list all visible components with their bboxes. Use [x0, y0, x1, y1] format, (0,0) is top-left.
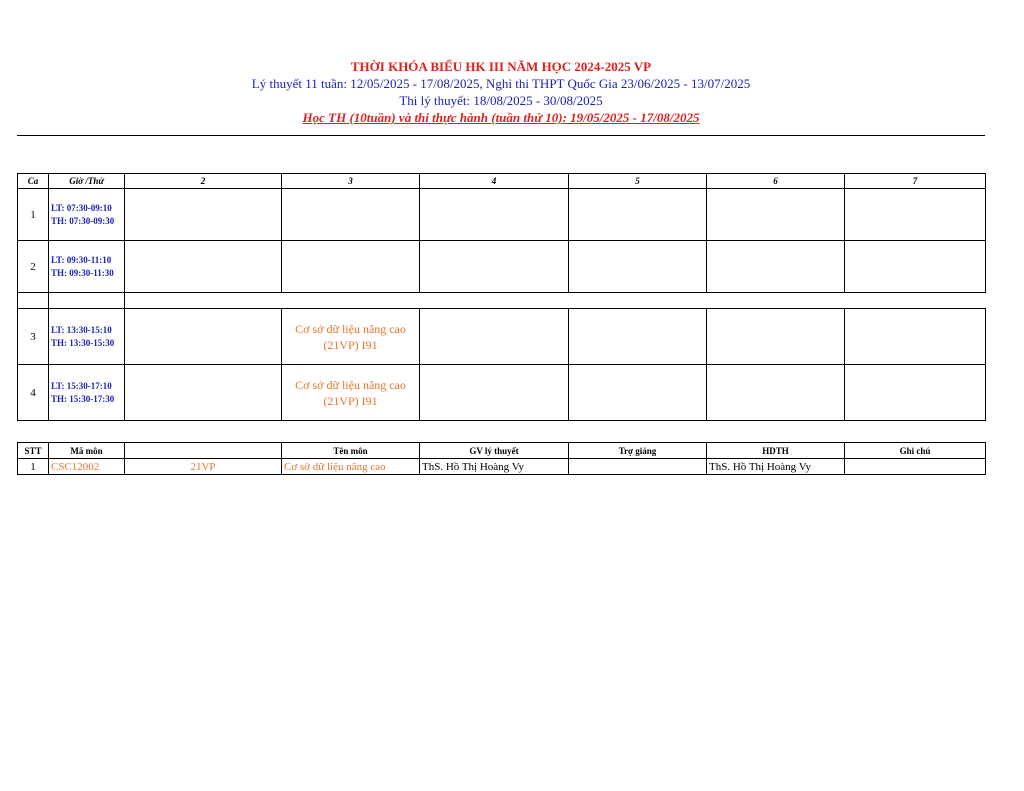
col-header-time: Giờ /Thứ: [49, 174, 125, 189]
cell-empty: [420, 189, 569, 241]
col-header-day-7: 7: [845, 174, 986, 189]
cell-empty: [707, 365, 845, 421]
col-header-day-6: 6: [707, 174, 845, 189]
course-name: Cơ sở dữ liệu nâng cao: [295, 321, 406, 336]
course-class-room: (21VP) I91: [323, 337, 378, 352]
cell-empty: [125, 309, 282, 365]
slot-time-practice: TH: 07:30-09:30: [51, 215, 115, 226]
course-info-header-row: [18, 443, 986, 459]
course-name: Cơ sở dữ liệu nâng cao: [295, 377, 406, 392]
theory-period-line: Lý thuyết 11 tuần: 12/05/2025 - 17/08/2025, Nghỉ thi THPT Quốc Gia 23/06/2025 - 13/07/2025: [251, 76, 751, 91]
cell-empty: [282, 189, 420, 241]
slot-row-3: [18, 309, 986, 365]
cell-empty: [420, 365, 569, 421]
timetable-header-row: [18, 174, 986, 189]
slot-time-practice: TH: 13:30-15:30: [51, 337, 115, 348]
slot-time-theory: LT: 15:30-17:10: [51, 380, 112, 391]
col-header-code: Mã môn: [49, 443, 125, 459]
course-name: Cơ sở dữ liệu nâng cao: [282, 459, 420, 475]
cell-empty: [420, 241, 569, 293]
slot-row-2: [18, 241, 986, 293]
course-cell: [282, 309, 420, 365]
cell-empty: [569, 189, 707, 241]
slot-time-theory: LT: 13:30-15:10: [51, 324, 112, 335]
slot-time-practice: TH: 09:30-11:30: [51, 267, 114, 278]
course-code: CSC12002: [49, 459, 125, 475]
slot-time: [49, 189, 125, 241]
col-header-day-2: 2: [125, 174, 282, 189]
slot-number: 3: [18, 309, 49, 365]
slot-number: 2: [18, 241, 49, 293]
slot-time: [49, 241, 125, 293]
timetable: [17, 173, 986, 421]
cell-empty: [845, 241, 986, 293]
cell-empty: [125, 365, 282, 421]
slot-time-theory: LT: 09:30-11:10: [51, 254, 112, 265]
cell-empty: [569, 241, 707, 293]
course-stt: 1: [18, 459, 49, 475]
cell-empty: [569, 365, 707, 421]
theory-exam-line: Thi lý thuyết: 18/08/2025 - 30/08/2025: [399, 93, 603, 108]
col-header-day-4: 4: [420, 174, 569, 189]
cell-empty: [125, 189, 282, 241]
cell-empty: [845, 309, 986, 365]
col-header-lab: HDTH: [707, 443, 845, 459]
cell-empty: [845, 189, 986, 241]
cell-empty: [282, 241, 420, 293]
cell-empty: [569, 309, 707, 365]
col-header-day-3: 3: [282, 174, 420, 189]
course-ta: [569, 459, 707, 475]
slot-time-theory: LT: 07:30-09:10: [51, 202, 112, 213]
col-header-stt: STT: [18, 443, 49, 459]
col-header-ta: Trợ giảng: [569, 443, 707, 459]
cell-empty: [420, 309, 569, 365]
slot-row-1: [18, 189, 986, 241]
slot-row-4: [18, 365, 986, 421]
slot-time: [49, 309, 125, 365]
course-class-room: (21VP) I91: [323, 393, 378, 408]
course-note: [845, 459, 986, 475]
header-divider: [17, 135, 985, 136]
cell-empty: [707, 189, 845, 241]
course-lab-instructor: ThS. Hồ Thị Hoàng Vy: [707, 459, 845, 475]
break-cell: [49, 293, 125, 309]
cell-empty: [125, 241, 282, 293]
table-row: [18, 459, 986, 475]
col-header-lecturer: GV lý thuyết: [420, 443, 569, 459]
cell-empty: [845, 365, 986, 421]
break-cell: [18, 293, 49, 309]
slot-number: 1: [18, 189, 49, 241]
col-header-class: [125, 443, 282, 459]
page-title: THỜI KHÓA BIỂU HK III NĂM HỌC 2024-2025 VP: [350, 59, 652, 74]
lunch-break-row: [18, 293, 986, 309]
document-header: [0, 58, 1002, 126]
course-lecturer: ThS. Hồ Thị Hoàng Vy: [420, 459, 569, 475]
course-class: 21VP: [125, 459, 282, 475]
col-header-ca: Ca: [18, 174, 49, 189]
col-header-name: Tên môn: [282, 443, 420, 459]
course-cell: [282, 365, 420, 421]
col-header-day-5: 5: [569, 174, 707, 189]
slot-number: 4: [18, 365, 49, 421]
slot-time: [49, 365, 125, 421]
break-cell: [125, 293, 986, 309]
course-info-table: [17, 442, 986, 475]
cell-empty: [707, 309, 845, 365]
practice-period-line: Học TH (10tuần) và thi thực hành (tuần thứ 10): 19/05/2025 - 17/08/2025: [302, 110, 700, 125]
cell-empty: [707, 241, 845, 293]
slot-time-practice: TH: 15:30-17:30: [51, 393, 115, 404]
col-header-note: Ghi chú: [845, 443, 986, 459]
